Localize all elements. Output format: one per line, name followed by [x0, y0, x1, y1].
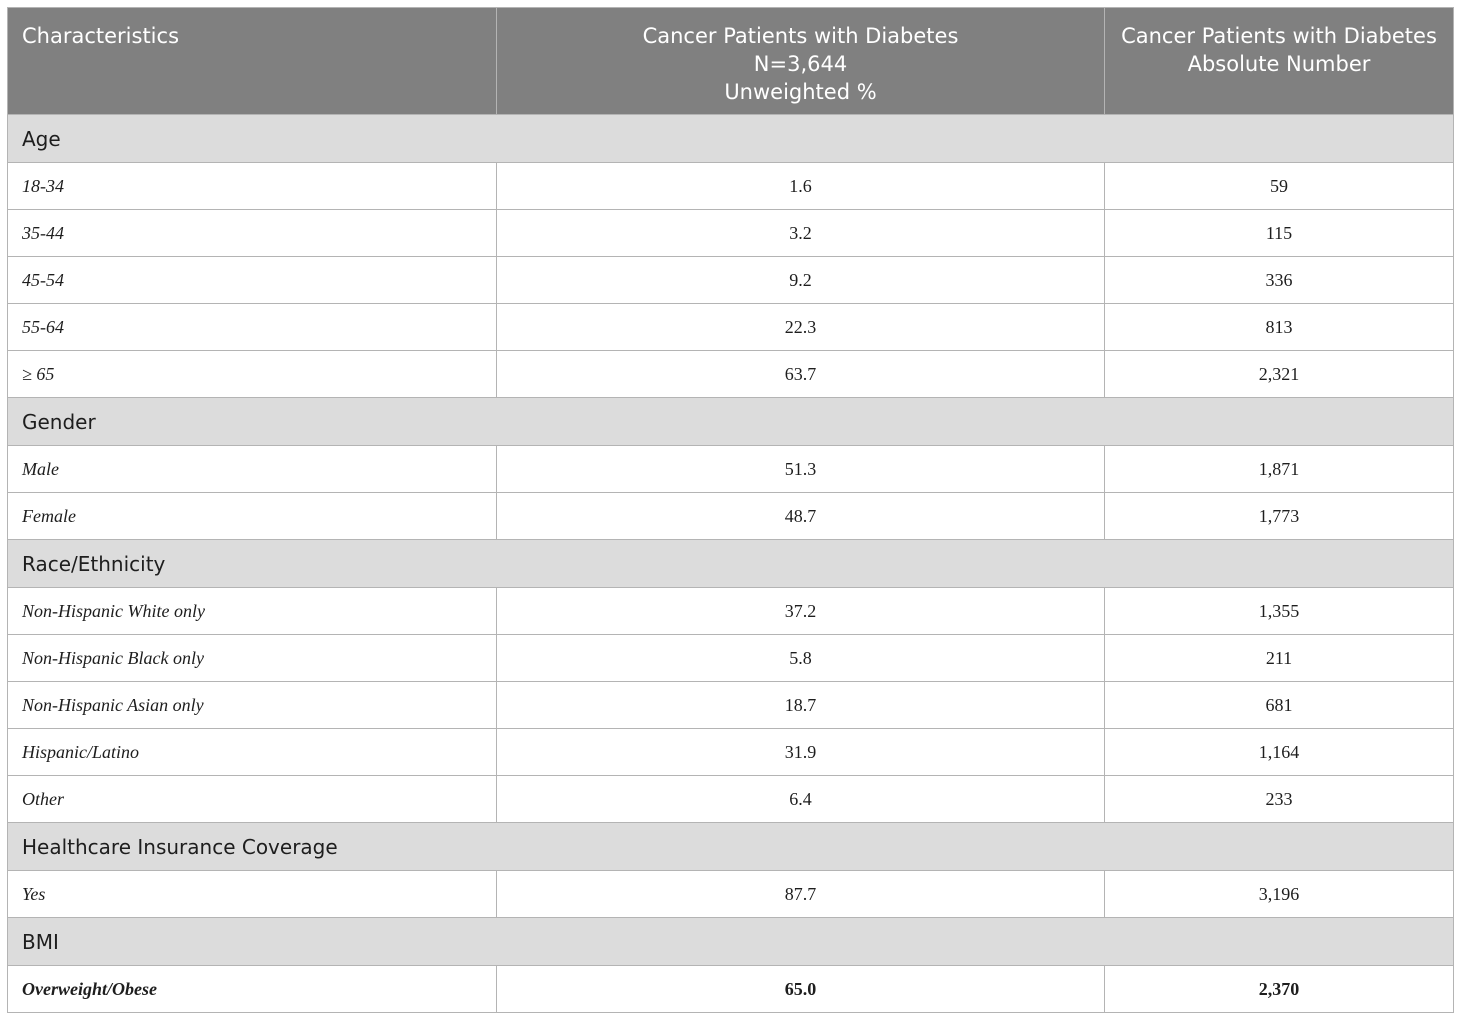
row-percent: 48.7 — [497, 493, 1105, 540]
row-number: 211 — [1105, 635, 1454, 682]
table-row — [8, 635, 1454, 682]
section-row — [8, 918, 1454, 966]
section-title: Race/Ethnicity — [8, 540, 1454, 588]
row-label: Male — [8, 446, 497, 493]
row-number: 813 — [1105, 304, 1454, 351]
table-row — [8, 682, 1454, 729]
row-label: Non-Hispanic Asian only — [8, 682, 497, 729]
header-characteristics: Characteristics — [8, 8, 497, 115]
row-number: 233 — [1105, 776, 1454, 823]
row-percent: 3.2 — [497, 210, 1105, 257]
row-percent: 37.2 — [497, 588, 1105, 635]
row-label: Overweight/Obese — [8, 966, 497, 1013]
table-row — [8, 493, 1454, 540]
table-row — [8, 871, 1454, 918]
row-number: 59 — [1105, 163, 1454, 210]
table-row — [8, 351, 1454, 398]
table-row — [8, 210, 1454, 257]
row-percent: 65.0 — [497, 966, 1105, 1013]
row-number: 2,321 — [1105, 351, 1454, 398]
section-row — [8, 540, 1454, 588]
row-percent: 6.4 — [497, 776, 1105, 823]
row-percent: 18.7 — [497, 682, 1105, 729]
row-percent: 87.7 — [497, 871, 1105, 918]
row-label: Non-Hispanic White only — [8, 588, 497, 635]
table-row — [8, 588, 1454, 635]
row-number: 1,164 — [1105, 729, 1454, 776]
row-label: Non-Hispanic Black only — [8, 635, 497, 682]
section-title: Gender — [8, 398, 1454, 446]
row-number: 1,355 — [1105, 588, 1454, 635]
row-percent: 51.3 — [497, 446, 1105, 493]
characteristics-table — [7, 7, 1454, 1013]
row-number: 3,196 — [1105, 871, 1454, 918]
header-unweighted-percent: Cancer Patients with Diabetes N=3,644 Unweighted % — [497, 8, 1105, 115]
row-percent: 5.8 — [497, 635, 1105, 682]
table-row — [8, 304, 1454, 351]
table-row — [8, 966, 1454, 1013]
row-percent: 1.6 — [497, 163, 1105, 210]
section-title: Healthcare Insurance Coverage — [8, 823, 1454, 871]
table-row — [8, 446, 1454, 493]
row-number: 336 — [1105, 257, 1454, 304]
row-number: 1,773 — [1105, 493, 1454, 540]
row-number: 1,871 — [1105, 446, 1454, 493]
header-absolute-number: Cancer Patients with Diabetes Absolute Number — [1105, 8, 1454, 115]
row-label: Yes — [8, 871, 497, 918]
section-row — [8, 115, 1454, 163]
row-label: Other — [8, 776, 497, 823]
row-label: 45-54 — [8, 257, 497, 304]
row-label: 18-34 — [8, 163, 497, 210]
row-label: Female — [8, 493, 497, 540]
row-percent: 63.7 — [497, 351, 1105, 398]
section-row — [8, 823, 1454, 871]
row-percent: 9.2 — [497, 257, 1105, 304]
table-row — [8, 163, 1454, 210]
row-label: ≥ 65 — [8, 351, 497, 398]
row-percent: 31.9 — [497, 729, 1105, 776]
row-percent: 22.3 — [497, 304, 1105, 351]
table-body — [8, 115, 1454, 1013]
table-row — [8, 776, 1454, 823]
table-row — [8, 257, 1454, 304]
row-label: 35-44 — [8, 210, 497, 257]
header-row — [8, 8, 1454, 115]
row-number: 115 — [1105, 210, 1454, 257]
section-row — [8, 398, 1454, 446]
table-row — [8, 729, 1454, 776]
row-label: Hispanic/Latino — [8, 729, 497, 776]
section-title: Age — [8, 115, 1454, 163]
row-number: 681 — [1105, 682, 1454, 729]
row-number: 2,370 — [1105, 966, 1454, 1013]
row-label: 55-64 — [8, 304, 497, 351]
section-title: BMI — [8, 918, 1454, 966]
